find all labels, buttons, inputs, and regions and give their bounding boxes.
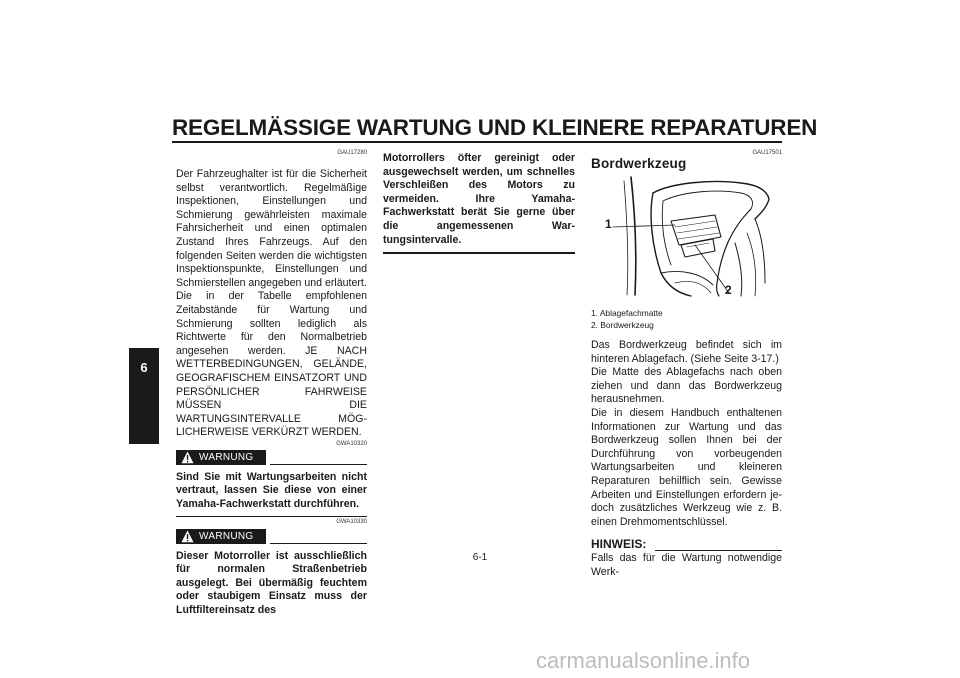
hinweis-text: Falls das für die Wartung notwendige Werk- (591, 552, 782, 578)
hinweis-header (591, 537, 782, 552)
column-2 (383, 152, 575, 254)
hinweis-label: HINWEIS: (591, 537, 647, 552)
title-rule (172, 141, 782, 143)
warning-rule-2 (270, 543, 367, 544)
column-1 (176, 150, 367, 618)
hinweis-rule (655, 550, 782, 551)
callout-2: 2 (725, 283, 732, 297)
warning-badge-1 (176, 450, 266, 465)
warning-header-1 (176, 450, 367, 466)
warning-text-1: Sind Sie mit Wartungsarbeiten nicht vertraut, lassen Sie diese von einer Yamaha-Fachwerkstatt durchführen. (176, 470, 367, 511)
tool-kit-figure (591, 173, 782, 297)
caption-1: 1. Ablagefachmatte (591, 308, 663, 318)
intro-paragraph-2: Die in der Tabelle empfohlenen Zeitabstände für Wartung und Schmierung sollten lediglich als Richtwerte für den Normalbetrieb angesehen werden. JE NACH WETTERBEDINGUNGEN, GELÄNDE, GEOGRAFISCHEM EINSATZORT UND PERSÖNLICHER FAHRWEISE MÜSSEN DIE WARTUNGSINTERVALLE MÖGLICHERWEISE VERKÜRZT WERDEN. (176, 290, 367, 439)
scooter-storage-illustration (591, 173, 782, 297)
warning-code-2: GWA10330 (336, 518, 367, 525)
warning-end-rule-2 (383, 252, 575, 254)
warning-badge-2 (176, 529, 266, 544)
figure-captions (591, 307, 782, 331)
warning-code-1: GWA10320 (336, 440, 367, 447)
section-heading: Bordwerkzeug (591, 156, 687, 171)
caption-2: 2. Bordwerkzeug (591, 320, 654, 330)
page-title: REGELMÄSSIGE WARTUNG UND KLEINERE REPARATUREN (172, 115, 818, 140)
body-paragraph-2: Die Matte des Ablagefachs nach oben ziehen und dann das Bordwerkzeug herausnehmen. (591, 366, 782, 406)
page-number: 6-1 (472, 552, 488, 563)
warning-text-continued: Motorrollers öfter gereinigt oder ausgewechselt werden, um schnelles Verschleißen des Motors zu vermeiden. Ihre Yamaha-Fachwerkstatt berät Sie gerne über die angemessenen Wartungsintervalle. (383, 152, 575, 246)
warning-end-rule-1 (176, 516, 367, 517)
chapter-tab (129, 348, 159, 444)
section-code: GAU17280 (337, 150, 367, 156)
intro-paragraph-1: Der Fahrzeughalter ist für die Sicherheit selbst verantwortlich. Regelmäßige Inspektionen, Einstellungen und Schmierung gewährleisten maximale Fahrsicherheit und einen optimalen Zustand Ihres Fahrzeugs. Auf den folgenden Seiten werden die wichtigsten Inspektionspunkte, Einstellungen und Schmierstellen angegeben und erläutert. (176, 168, 367, 289)
warning-header-2 (176, 529, 367, 545)
body-paragraph-3: Die in diesem Handbuch enthaltenen Informationen zur Wartung und das Bordwerkzeug sollen Ihnen bei der Durchführung von vorbeugenden Wartungsarbeiten und kleineren Reparaturen behilflich sein. Gewisse Arbeiten und Einstellungen erfordern jedoch zusätzliches Werkzeug wie z. B. einen Drehmomentschlüssel. (591, 406, 782, 528)
watermark: carmanualsonline.info (536, 648, 751, 673)
warning-triangle-icon (181, 451, 194, 464)
section-code-bordwerkzeug: GAU17501 (752, 150, 782, 156)
column-3 (591, 150, 782, 580)
warning-triangle-icon (181, 530, 194, 543)
warning-label-2: WARNUNG (199, 530, 254, 542)
callout-1: 1 (605, 217, 612, 231)
warning-text-2: Dieser Motorroller ist ausschließlich für normalen Straßenbetrieb ausgelegt. Bei übermäßig feuchtem oder staubigem Einsatz muss der Luftfiltereinsatz des (176, 549, 367, 617)
body-paragraph-1: Das Bordwerkzeug befindet sich im hinteren Ablagefach. (Siehe Seite 3-17.) (591, 339, 782, 365)
warning-label-1: WARNUNG (199, 451, 254, 463)
chapter-tab-number: 6 (140, 360, 148, 375)
warning-rule-1 (270, 464, 367, 465)
